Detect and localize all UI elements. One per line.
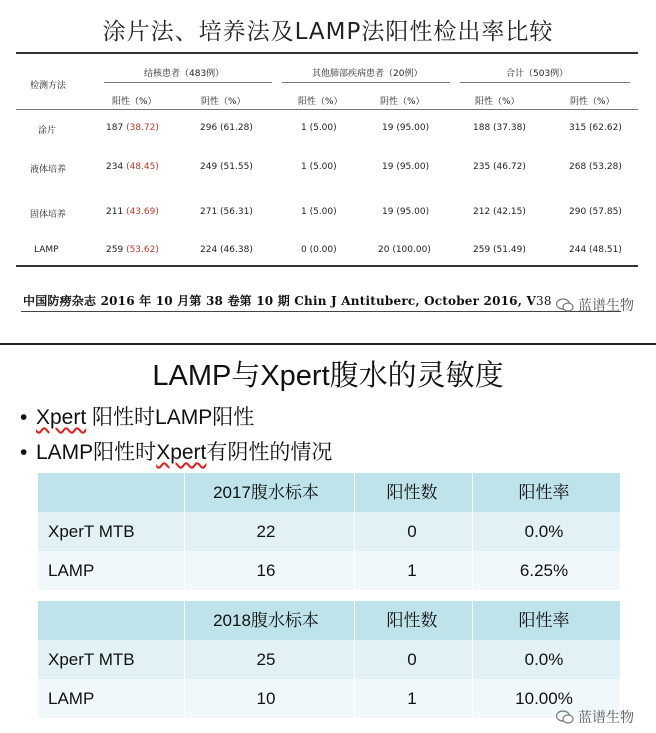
subheader: 阴性（%）	[380, 97, 425, 107]
other-negative-cell: 20 (100.00)	[378, 245, 431, 255]
bullet-item: • Xpert 阳性时LAMP阳性	[20, 406, 255, 429]
watermark-text: 蓝谱生物	[578, 298, 634, 314]
wechat-icon	[556, 710, 574, 724]
positive-count-cell: 0	[407, 522, 417, 541]
other-negative-cell: 19 (95.00)	[382, 123, 430, 133]
tb-positive-cell: 234 (48.45)	[106, 162, 159, 172]
subheader-row	[16, 94, 638, 108]
positive-rate-cell: 10.00%	[515, 689, 573, 708]
total-positive-cell: 212 (42.15)	[473, 207, 526, 217]
tb-positive-cell: 211 (43.69)	[106, 207, 159, 217]
group-header: 结核患者（483例）	[144, 69, 225, 79]
row-label: LAMP	[48, 561, 95, 580]
positive-rate-cell: 0.0%	[524, 522, 564, 541]
table-top-rule	[16, 52, 638, 54]
subheader: 阴性（%）	[201, 97, 246, 107]
bullet-dot-icon: •	[20, 441, 28, 464]
total-negative-cell: 268 (53.28)	[569, 162, 622, 172]
method-cell: 涂片	[38, 126, 57, 136]
subheader-rule	[16, 109, 638, 110]
sensitivity-slide	[0, 345, 656, 733]
bullet-item: • LAMP阳性时Xpert有阴性的情况	[20, 441, 333, 464]
citation-underline	[21, 311, 621, 312]
tb-positive-cell: 187 (38.72)	[106, 123, 159, 133]
count-cell: 10	[256, 689, 276, 708]
row-label: XperT MTB	[48, 522, 135, 541]
journal-citation: 中国防痨杂志 2016 年 10 月第 38 卷第 10 期 Chin J Antituberc, October 2016, V38	[23, 294, 552, 308]
table-row	[16, 123, 638, 137]
other-negative-cell: 19 (95.00)	[382, 162, 430, 172]
table-bottom-rule	[16, 265, 638, 267]
group-underline	[282, 82, 450, 83]
header-cell: 阳性率	[518, 611, 570, 630]
group-header: 合计（503例）	[506, 69, 569, 79]
group-header: 其他肺部疾病患者（20例）	[312, 69, 423, 79]
other-positive-cell: 1 (5.00)	[301, 162, 337, 172]
table-row	[16, 245, 638, 259]
tb-negative-cell: 224 (46.38)	[200, 245, 253, 255]
table-header-row	[38, 601, 620, 640]
tb-negative-cell: 249 (51.55)	[200, 162, 253, 172]
journal-table-slide	[0, 0, 656, 343]
total-negative-cell: 315 (62.62)	[569, 123, 622, 133]
total-negative-cell: 244 (48.51)	[569, 245, 622, 255]
count-cell: 16	[256, 561, 276, 580]
total-positive-cell: 259 (51.49)	[473, 245, 526, 255]
watermark	[556, 295, 634, 315]
group-underline	[104, 82, 272, 83]
count-cell: 25	[256, 650, 276, 669]
row-label: LAMP	[48, 689, 95, 708]
slide-title: 涂片法、培养法及LAMP法阳性检出率比较	[102, 19, 554, 45]
table-row	[38, 640, 620, 679]
other-positive-cell: 1 (5.00)	[301, 207, 337, 217]
other-positive-cell: 1 (5.00)	[301, 123, 337, 133]
total-positive-cell: 188 (37.38)	[473, 123, 526, 133]
subheader: 阳性（%）	[112, 97, 157, 107]
table-row	[38, 512, 620, 551]
subheader: 阳性（%）	[298, 97, 343, 107]
watermark-text: 蓝谱生物	[578, 710, 634, 726]
bullet-dot-icon: •	[20, 406, 28, 429]
positive-count-cell: 1	[407, 689, 417, 708]
tb-negative-cell: 271 (56.31)	[200, 207, 253, 217]
table-row	[16, 207, 638, 221]
table-row	[16, 162, 638, 176]
table-header-row	[16, 78, 638, 92]
positive-count-cell: 0	[407, 650, 417, 669]
subheader: 阳性（%）	[475, 97, 520, 107]
method-cell: 液体培养	[30, 165, 67, 175]
header-cell: 阳性率	[518, 483, 570, 502]
other-positive-cell: 0 (0.00)	[301, 245, 337, 255]
wechat-icon	[556, 298, 574, 312]
header-cell: 2018腹水标本	[213, 611, 319, 630]
other-negative-cell: 19 (95.00)	[382, 207, 430, 217]
tb-positive-cell: 259 (53.62)	[106, 245, 159, 255]
positive-rate-cell: 0.0%	[524, 650, 564, 669]
method-cell: 固体培养	[30, 210, 67, 220]
tb-negative-cell: 296 (61.28)	[200, 123, 253, 133]
method-cell: LAMP	[34, 245, 59, 255]
row-label: XperT MTB	[48, 650, 135, 669]
group-underline	[460, 82, 630, 83]
header-cell: 2017腹水标本	[213, 483, 319, 502]
watermark	[556, 707, 634, 727]
total-positive-cell: 235 (46.72)	[473, 162, 526, 172]
header-cell: 阳性数	[386, 483, 438, 502]
positive-count-cell: 1	[407, 561, 417, 580]
table-row	[38, 679, 620, 718]
slide-title: LAMP与Xpert腹水的灵敏度	[152, 360, 504, 392]
positive-rate-cell: 6.25%	[519, 561, 569, 580]
count-cell: 22	[256, 522, 276, 541]
subheader: 阴性（%）	[570, 97, 615, 107]
method-header: 检测方法	[30, 81, 67, 91]
table-row	[38, 551, 620, 590]
table-header-row	[38, 473, 620, 512]
group-header-row	[16, 66, 638, 80]
total-negative-cell: 290 (57.85)	[569, 207, 622, 217]
header-cell: 阳性数	[386, 611, 438, 630]
